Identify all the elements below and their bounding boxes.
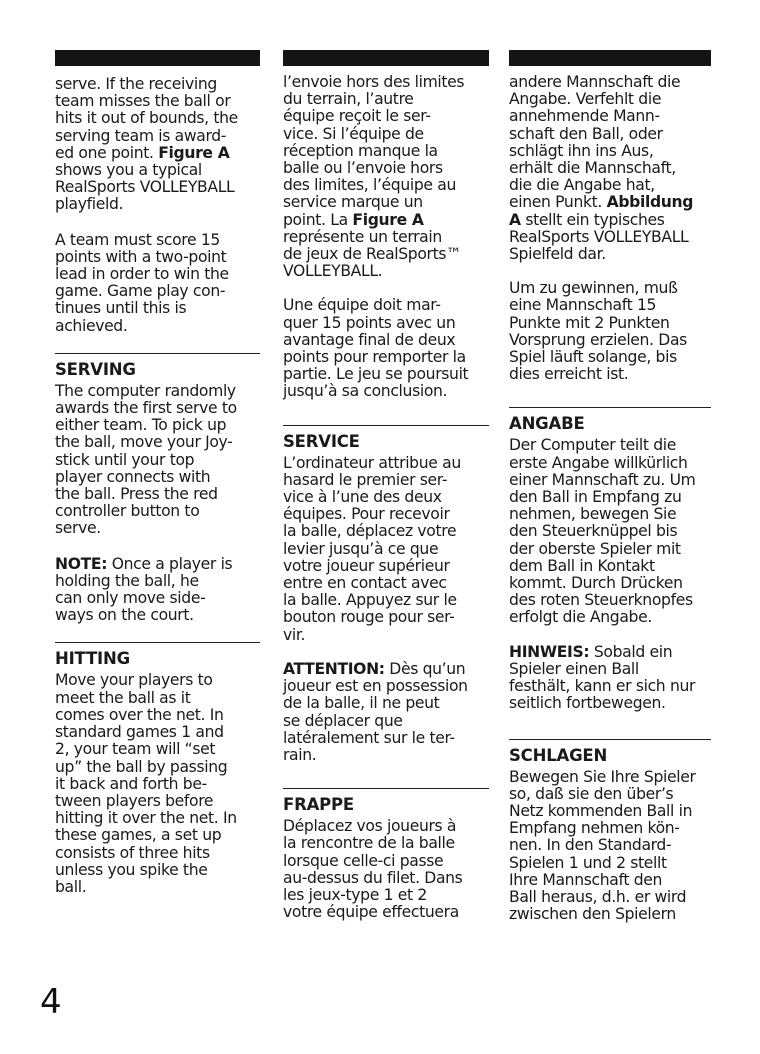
note-label: NOTE: [55,554,108,573]
frappe-paragraph: Déplacez vos joueurs à la rencontre de la balle lorsque celle-ci passe au-dessus du filet. Dans les jeux-type 1 et 2 votre équipe effectuera [283,817,463,922]
page-number: 4 [40,982,62,1022]
intro-paragraph [283,74,489,280]
section-heading-hitting: HITTING [55,649,130,669]
section-heading-frappe: FRAPPE [283,795,355,815]
hinweis-text: Sobald ein Spieler einen Ball festhält, kann er sich nur seitlich fortbewegen. [509,642,696,713]
section-heading-angabe: ANGABE [509,414,585,434]
intro-paragraph [509,74,711,263]
column-header-bar [509,50,711,66]
intro-text: andere Mannschaft die Angabe. Verfehlt die annehmende Mann- schaft den Ball, oder schlägt ihn ins Aus, erhält die Mannschaft, die die Angabe hat, einen Punkt. [509,73,681,212]
hitting-paragraph: Move your players to meet the ball as it comes over the net. In standard games 1 and 2, your team will “set up” the ball by passing it back and forth be- tween players before hitting it over the net. In these games, a set up consists of three hits unless you spike the ball. [55,671,237,896]
section-heading-schlagen: SCHLAGEN [509,745,608,765]
intro-text: serve. If the receiving team misses the ball or hits it out of bounds, the serving team is award- ed one point. [55,75,238,162]
scoring-paragraph: Une équipe doit mar- quer 15 points avec un avantage final de deux points pour remporter la partie. Le jeu se poursuit jusqu’à sa conclusion. [283,296,469,401]
column-header-bar [283,50,489,66]
serving-note [55,556,260,625]
hinweis-note [509,644,711,713]
hinweis-label: HINWEIS: [509,642,590,661]
figure-reference: Figure A [158,143,230,162]
intro-text: l’envoie hors des limites du terrain, l’autre équipe reçoit le ser- vice. Si l’équipe de réception manque la balle ou l’envoie hors des limites, l’équipe au service marque un point. La [283,73,465,229]
section-divider [283,425,489,426]
section-divider [283,788,489,789]
intro-paragraph [55,76,260,214]
intro-text: stellt ein typisches RealSports VOLLEYBALL Spielfeld dar. [509,210,689,264]
section-heading-serving: SERVING [55,359,136,379]
section-divider [55,353,260,354]
column-header-bar [55,50,260,66]
section-divider [509,407,711,408]
note-text: Once a player is holding the ball, he can only move side- ways on the court. [55,554,233,625]
section-divider [509,739,711,740]
figure-reference: Figure A [352,210,424,229]
schlagen-paragraph: Bewegen Sie Ihre Spieler so, daß sie den über’s Netz kommenden Ball in Empfang nehmen kön- nen. In den Standard- Spielen 1 und 2 stellt Ihre Mannschaft den Ball heraus, d.h. er wird zwischen den Spielern [509,767,696,924]
scoring-paragraph: A team must score 15 points with a two-point lead in order to win the game. Game play con- tinues until this is achieved. [55,230,229,335]
intro-text: représente un terrain de jeux de RealSports™ VOLLEYBALL. [283,227,462,281]
attention-text: Dès qu’un joueur est en possession de la balle, il ne peut se déplacer que latéralement sur le ter- rain. [283,659,468,764]
section-heading-service: SERVICE [283,431,360,451]
scoring-paragraph: Um zu gewinnen, muß eine Mannschaft 15 Punkte mit 2 Punkten Vorsprung erzielen. Das Spiel läuft solange, bis dies erreicht ist. [509,279,687,384]
german-column [509,50,711,923]
section-divider [55,642,260,643]
service-paragraph: L’ordinateur attribue au hasard le premier ser- vice à l’une des deux équipes. Pour recevoir la balle, déplacez votre levier jusqu’à ce que votre joueur supérieur entre en contact avec la balle. Appuyez sur le bouton rouge pour ser- vir. [283,453,461,644]
attention-label: ATTENTION: [283,659,385,678]
intro-text: shows you a typical RealSports VOLLEYBALL playfield. [55,161,235,214]
figure-reference: Abbildung A [509,193,694,229]
attention-note [283,661,489,764]
french-column [283,50,489,921]
english-column [55,50,260,896]
serving-paragraph: The computer randomly awards the first serve to either team. To pick up the ball, move your Joy- stick until your top player connects with the ball. Press the red controller button to serve. [55,381,237,538]
angabe-paragraph: Der Computer teilt die erste Angabe willkürlich einer Mannschaft zu. Um den Ball in Empfang zu nehmen, bewegen Sie den Steuerknüppel bis der oberste Spieler mit dem Ball in Kontakt kommt. Durch Drücken des roten Steuerknopfes erfolgt die Angabe. [509,436,696,627]
